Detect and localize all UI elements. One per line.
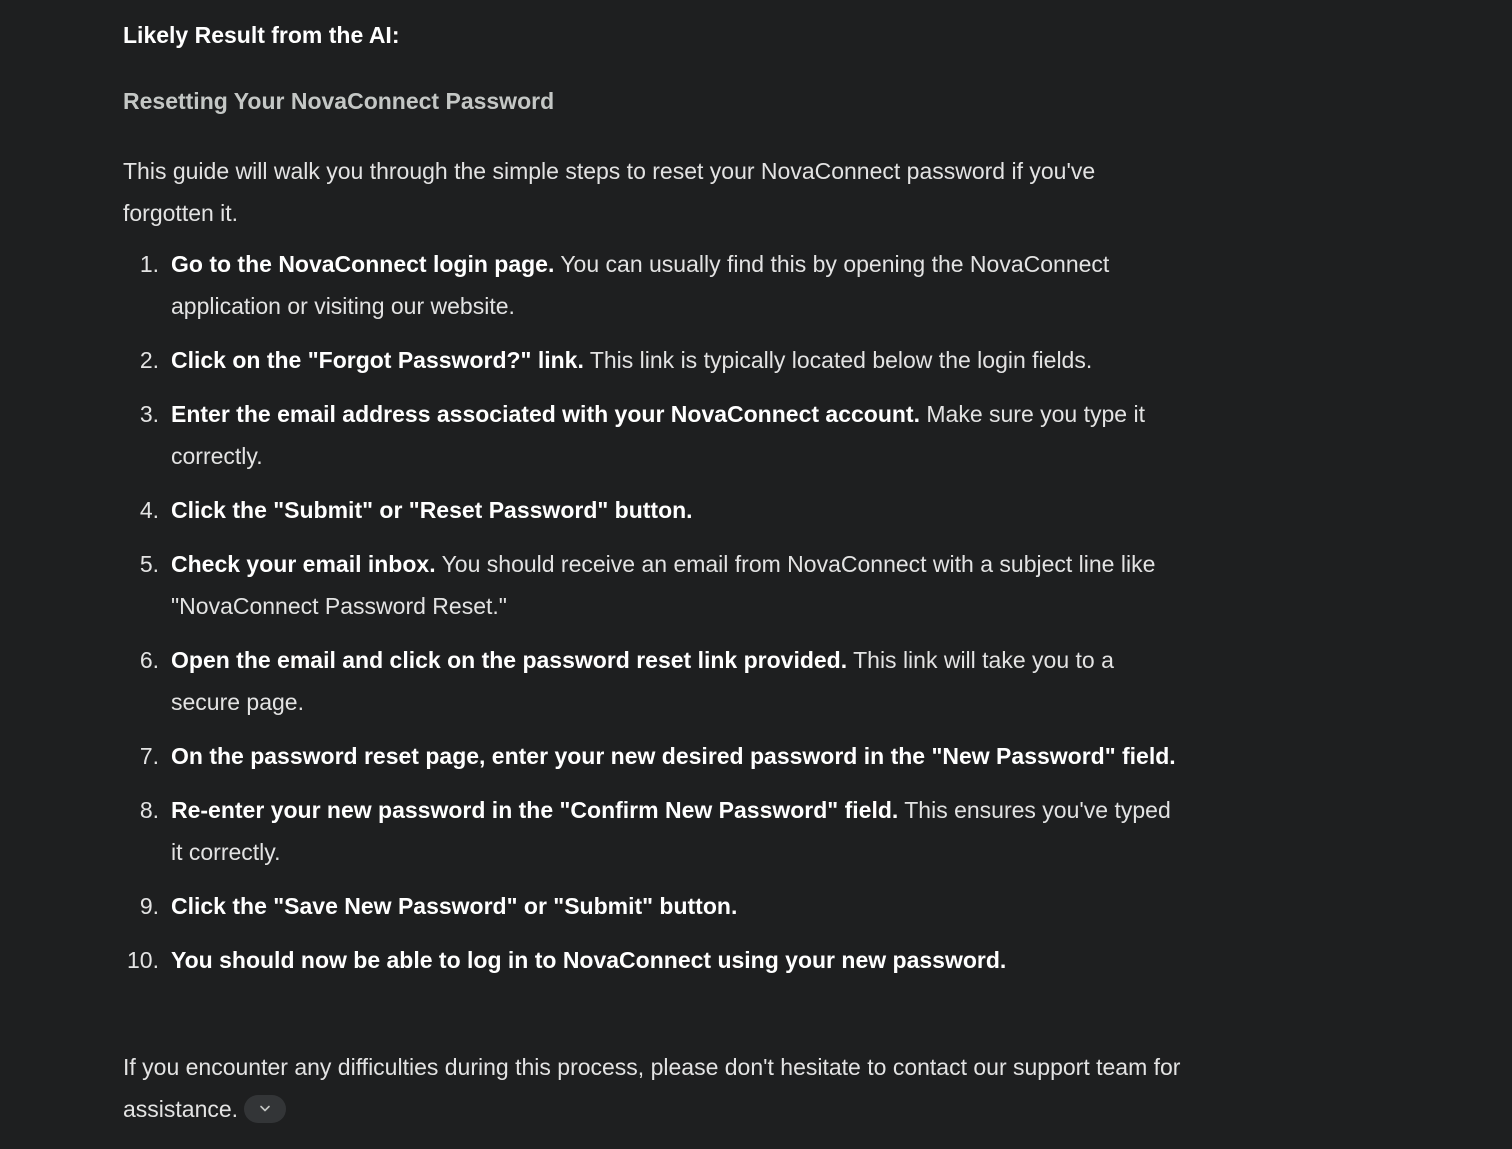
step-bold: Enter the email address associated with your NovaConnect account. <box>171 401 920 427</box>
list-item <box>123 243 1183 327</box>
closing-paragraph <box>123 1046 1183 1130</box>
step-bold: Go to the NovaConnect login page. <box>171 251 555 277</box>
steps-list <box>123 243 1183 993</box>
step-number: 7. <box>139 743 159 769</box>
step-number: 5. <box>139 551 159 577</box>
list-item <box>123 543 1183 627</box>
list-item <box>123 339 1183 381</box>
step-number: 4. <box>139 497 159 523</box>
step-bold: Click the "Save New Password" or "Submit" button. <box>171 893 738 919</box>
list-item <box>123 393 1183 477</box>
expand-button[interactable] <box>244 1095 286 1123</box>
step-bold: On the password reset page, enter your new desired password in the "New Password" field. <box>171 743 1176 769</box>
step-text: This link will take you to a secure page. <box>171 647 1114 715</box>
guide-title: Resetting Your NovaConnect Password <box>123 88 555 114</box>
result-heading: Likely Result from the AI: <box>123 22 400 48</box>
list-item <box>123 789 1183 873</box>
step-text: Make sure you type it correctly. <box>171 401 1145 469</box>
step-number: 3. <box>139 401 159 427</box>
step-number: 10. <box>127 947 159 973</box>
step-text: This link is typically located below the login fields. <box>583 347 1093 373</box>
step-bold: Click on the "Forgot Password?" link. <box>171 347 584 373</box>
step-bold: You should now be able to log in to NovaConnect using your new password. <box>171 947 1007 973</box>
list-item <box>123 939 1183 981</box>
intro-paragraph: This guide will walk you through the simple steps to reset your NovaConnect password if you've forgotten it. <box>123 158 1096 226</box>
list-item <box>123 639 1183 723</box>
step-number: 1. <box>139 251 159 277</box>
step-number: 8. <box>139 797 159 823</box>
step-bold: Check your email inbox. <box>171 551 436 577</box>
step-number: 9. <box>139 893 159 919</box>
list-item <box>123 735 1183 777</box>
list-item <box>123 489 1183 531</box>
step-text: You can usually find this by opening the NovaConnect application or visiting our website. <box>171 251 1110 319</box>
step-bold: Click the "Submit" or "Reset Password" button. <box>171 497 693 523</box>
step-number: 6. <box>139 647 159 673</box>
step-bold: Re-enter your new password in the "Confirm New Password" field. <box>171 797 899 823</box>
step-bold: Open the email and click on the password reset link provided. <box>171 647 848 673</box>
step-text: You should receive an email from NovaConnect with a subject line like "NovaConnect Password Reset." <box>171 551 1156 619</box>
step-text: This ensures you've typed it correctly. <box>171 797 1171 865</box>
step-number: 2. <box>139 347 159 373</box>
closing-text: If you encounter any difficulties during this process, please don't hesitate to contact our support team for assistance. <box>123 1054 1181 1122</box>
chevron-down-icon <box>259 1104 271 1114</box>
list-item <box>123 885 1183 927</box>
